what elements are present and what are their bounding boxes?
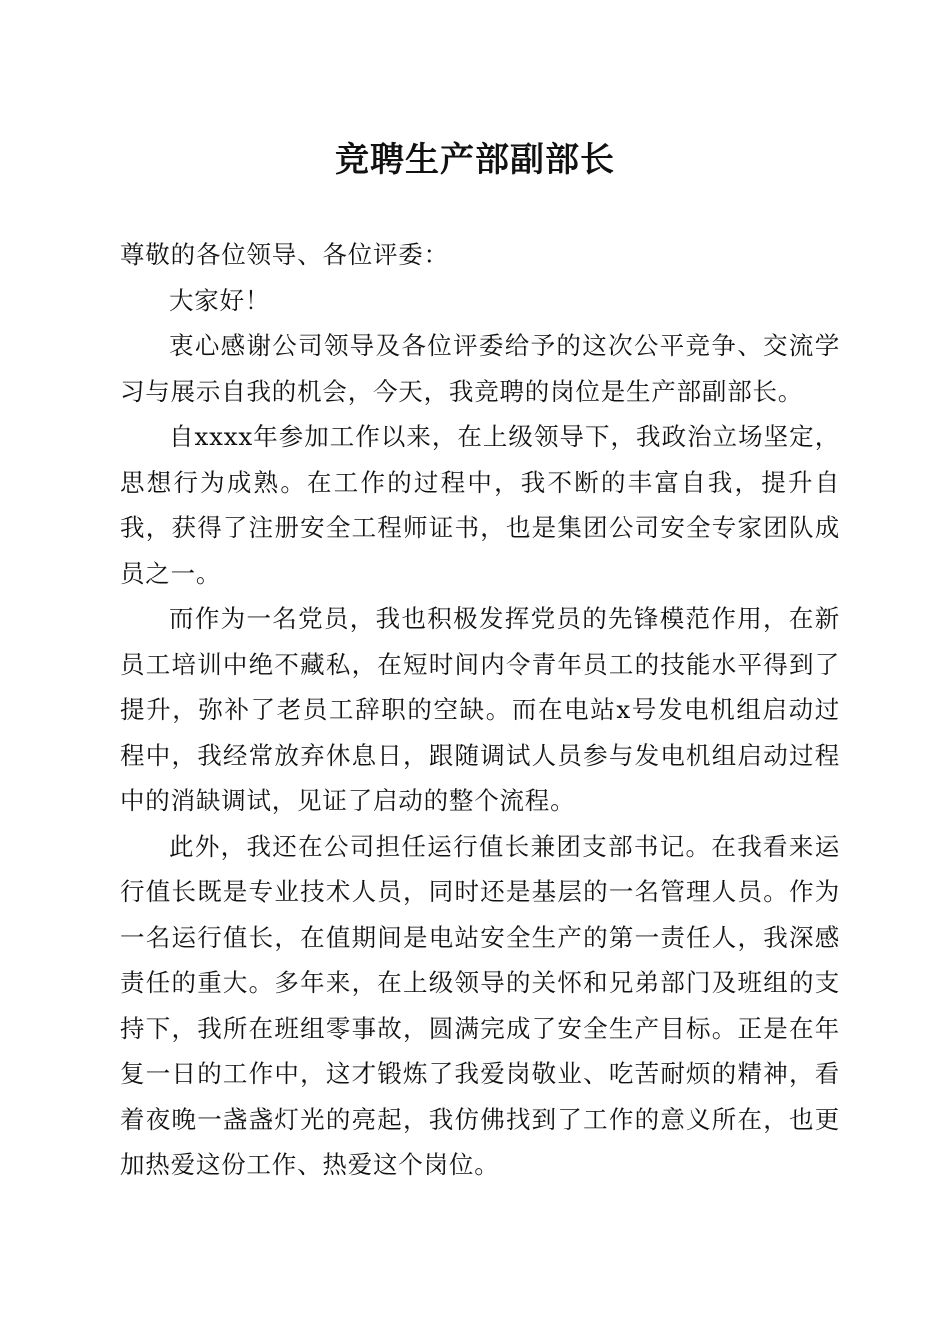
paragraph-thanks: 衷心感谢公司领导及各位评委给予的这次公平竞争、交流学习与展示自我的机会，今天，我竞聘的岗位是生产部副部长。 [120,331,840,406]
paragraph-party-member: 而作为一名党员，我也积极发挥党员的先锋模范作用，在新员工培训中绝不藏私，在短时间内令青年员工的技能水平得到了提升，弥补了老员工辞职的空缺。而在电站x号发电机组启动过程中，我经常放弃休息日，跟随调试人员参与发电机组启动过程中的消缺调试，见证了启动的整个流程。 [120,604,840,815]
document-title: 竞聘生产部副部长 [335,140,615,180]
paragraph-greeting: 大家好！ [169,285,271,315]
paragraph-shift-supervisor: 此外，我还在公司担任运行值长兼团支部书记。在我看来运行值长既是专业技术人员，同时还是基层的一名管理人员。作为一名运行值长，在值期间是电站安全生产的第一责任人，我深感责任的重大。多年来，在上级领导的关怀和兄弟部门及班组的支持下，我所在班组零事故，圆满完成了安全生产目标。正是在年复一日的工作中，这才锻炼了我爱岗敬业、吃苦耐烦的精神，看着夜晚一盏盏灯光的亮起，我仿佛找到了工作的意义所在，也更加热爱这份工作、热爱这个岗位。 [120,831,840,1179]
salutation: 尊敬的各位领导、各位评委： [120,240,449,269]
paragraph-career: 自xxxx年参加工作以来，在上级领导下，我政治立场坚定，思想行为成熟。在工作的过程中，我不断的丰富自我，提升自我，获得了注册安全工程师证书，也是集团公司安全专家团队成员之一。 [120,422,840,588]
document-body [120,232,840,1188]
